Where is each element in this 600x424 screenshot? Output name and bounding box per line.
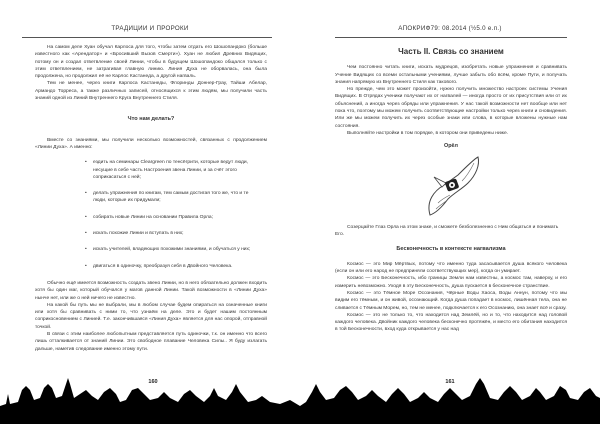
paragraph: Космос — это Бесконечность, ибо границы Земли нам известны, а космос там, наверху, и его измерить невозможно. Уходя в эту Бесконечность, душа пускается в бесконечное странствие. xyxy=(335,276,567,289)
options-list xyxy=(93,159,258,270)
figure-title: Орёл xyxy=(444,143,458,150)
section-heading: Что нам делать? xyxy=(127,116,175,123)
running-head: АПОКРИФ79: 08.2014 (½5.0 е.п.) xyxy=(398,25,502,32)
paragraph: Тем не менее, через книги Карлоса Кастанеды, Флоринды Доннер-Грау, Тайши Абелар, Армандо Торреса, а также различных записей, относящихся к этим людям, мы получили часть знаний одной из Линий Внутреннего Круга Внутреннего Стиля. xyxy=(35,81,267,102)
right-text xyxy=(335,44,567,334)
paragraph: Но прежде, чем это может произойти, нужно получить множество настроек системы Учения Видящих. В Отрядах ученики получают их от нагвалей — иногда просто от их присутствия или от их объяснений, а иногда через обряды или упражнения. У нас такой возможности нет вообще или нет пока что, поэтому мы можем получить соответствующие настройки только через книги и сновидения. Или же мы можем получить их через особые знаки или слова, в которые вложены нужные нам состояния. xyxy=(335,87,567,129)
left-text xyxy=(35,44,267,353)
paragraph: Космос — это Мир Мёртвых, потому что именно туда засасывается душа всякого человека (если он или его народ не предприняли соответствующих мер), когда он умирает. xyxy=(335,261,567,275)
running-head: ТРАДИЦИИ И ПРОРОКИ xyxy=(111,25,189,32)
list-item: • делать упражнения по книгам, тем самым достигая того же, что и те люди, которые их придумали; xyxy=(93,190,258,205)
paragraph: Выполняйте настройки в том порядке, в котором они приведены ниже. xyxy=(347,130,509,136)
paragraph: Вместе со знаниями, мы получили несколько возможностей, связанных с продолжением «Линии Духа». А именно: xyxy=(35,137,267,150)
list-item: • двигаться в одиночку, преобразуя себя в Двойного Человека. xyxy=(93,263,258,270)
paragraph: На самом деле Хуан обучал Карлоса для того, чтобы затем отдать его Шошопандоко (больше известного как «Арендатор» и «Бросивший Вызов Смерти»). Хуан не любил Древних Видящих, потому он и создал ответвление своей Линии, чтобы в будущем Шошопандоко общался только с этим ответвлением, не затрагивая главную линию. Линия Духа не оборвалась, она была продолжена, но продолжил её не Карлос Кастанеда, а другой нагваль. xyxy=(35,45,267,80)
figure-caption: Созерцайте Глаз Орла на этом знаке, и сможете безболезненно с Ним общаться и понимать Его. xyxy=(335,224,559,238)
paragraph: Обычно ещё имеется возможность создать звено Линии, но в него обязательно должен входить хотя бы один маг, который обучался у магов данной Линии. Такой возможности в «Линии Духа» нынче нет, или же о ней ничего не известно. xyxy=(35,280,267,301)
header-rule xyxy=(335,37,567,38)
list-item: • ездить на семинары Cleargreen по тенсёгрити, которые ведут люди, несущие в себе часть Настроения звена Линии, и за счёт этого соприкасаться с ней; xyxy=(93,159,258,181)
paragraph: Космос — это не только то, что находится над Землёй, но и то, что находится над головой каждого человека. Двойник каждого человека бесконечно протяжён, и место его обитания находится в той Бесконечности, вход куда открывается у нас над xyxy=(335,312,567,333)
page-number-right: 161 xyxy=(445,379,455,385)
paragraph: На какой бы путь мы не выбрали, мы в любом случае будем опираться на означенные книги или хотя бы сравнивать с ними то, что узнаём на деле. Это и будет нашим постоянным соприкосновением с Линией. Т.е. закончившаяся «Линия Духа» является для нас опорой, отправной точкой. xyxy=(35,302,267,330)
eagle-icon xyxy=(416,153,486,219)
eagle-figure xyxy=(335,143,567,238)
paragraph: Чем постоянно читать книги, искать мудрецов, изобретать новые упражнения и сравнивать Учение Видящих со всеми остальными учениями, лучше забыть обо всём, кроме Пути, и получать знания напрямую из Внутреннего Стиля как такового. xyxy=(335,65,567,85)
city-skyline-decoration xyxy=(0,376,600,424)
page-number-left: 160 xyxy=(148,379,158,385)
paragraph: Космос — это Тёмное Море Осознания, Чёрные Воды Хаоса, Воды Аннун, потому что мы видим его тёмным, и он живой, осознающий. Когда душа попадает в космос, лишённая тела, она не сливается с Тёмным Морем, но, тем не менее, подключается к его Осознанию, она знает всё и сразу. xyxy=(335,290,567,311)
right-page xyxy=(300,0,600,424)
section-heading: Бесконечность в контексте нагвализма xyxy=(396,246,506,253)
list-item: • искать учителей, владеющих похожими знаниями, и обучаться у них; xyxy=(93,246,258,253)
list-item: • искать похожие Линии и вступать в них; xyxy=(93,230,258,237)
part-title: Часть II. Связь со знанием xyxy=(398,47,504,56)
paragraph: В связи с этим наиболее любопытным представляется путь одиночки, т.к. он именно что всего лишь отталкивается от знаний Линии. Это свободное плавание Человека Силы.. Я буду излагать дальше, наметив следование именно этому пути. xyxy=(35,332,267,352)
header-rule xyxy=(22,37,272,38)
list-item: • собирать новые Линии на основании Правила Орла; xyxy=(93,214,258,221)
